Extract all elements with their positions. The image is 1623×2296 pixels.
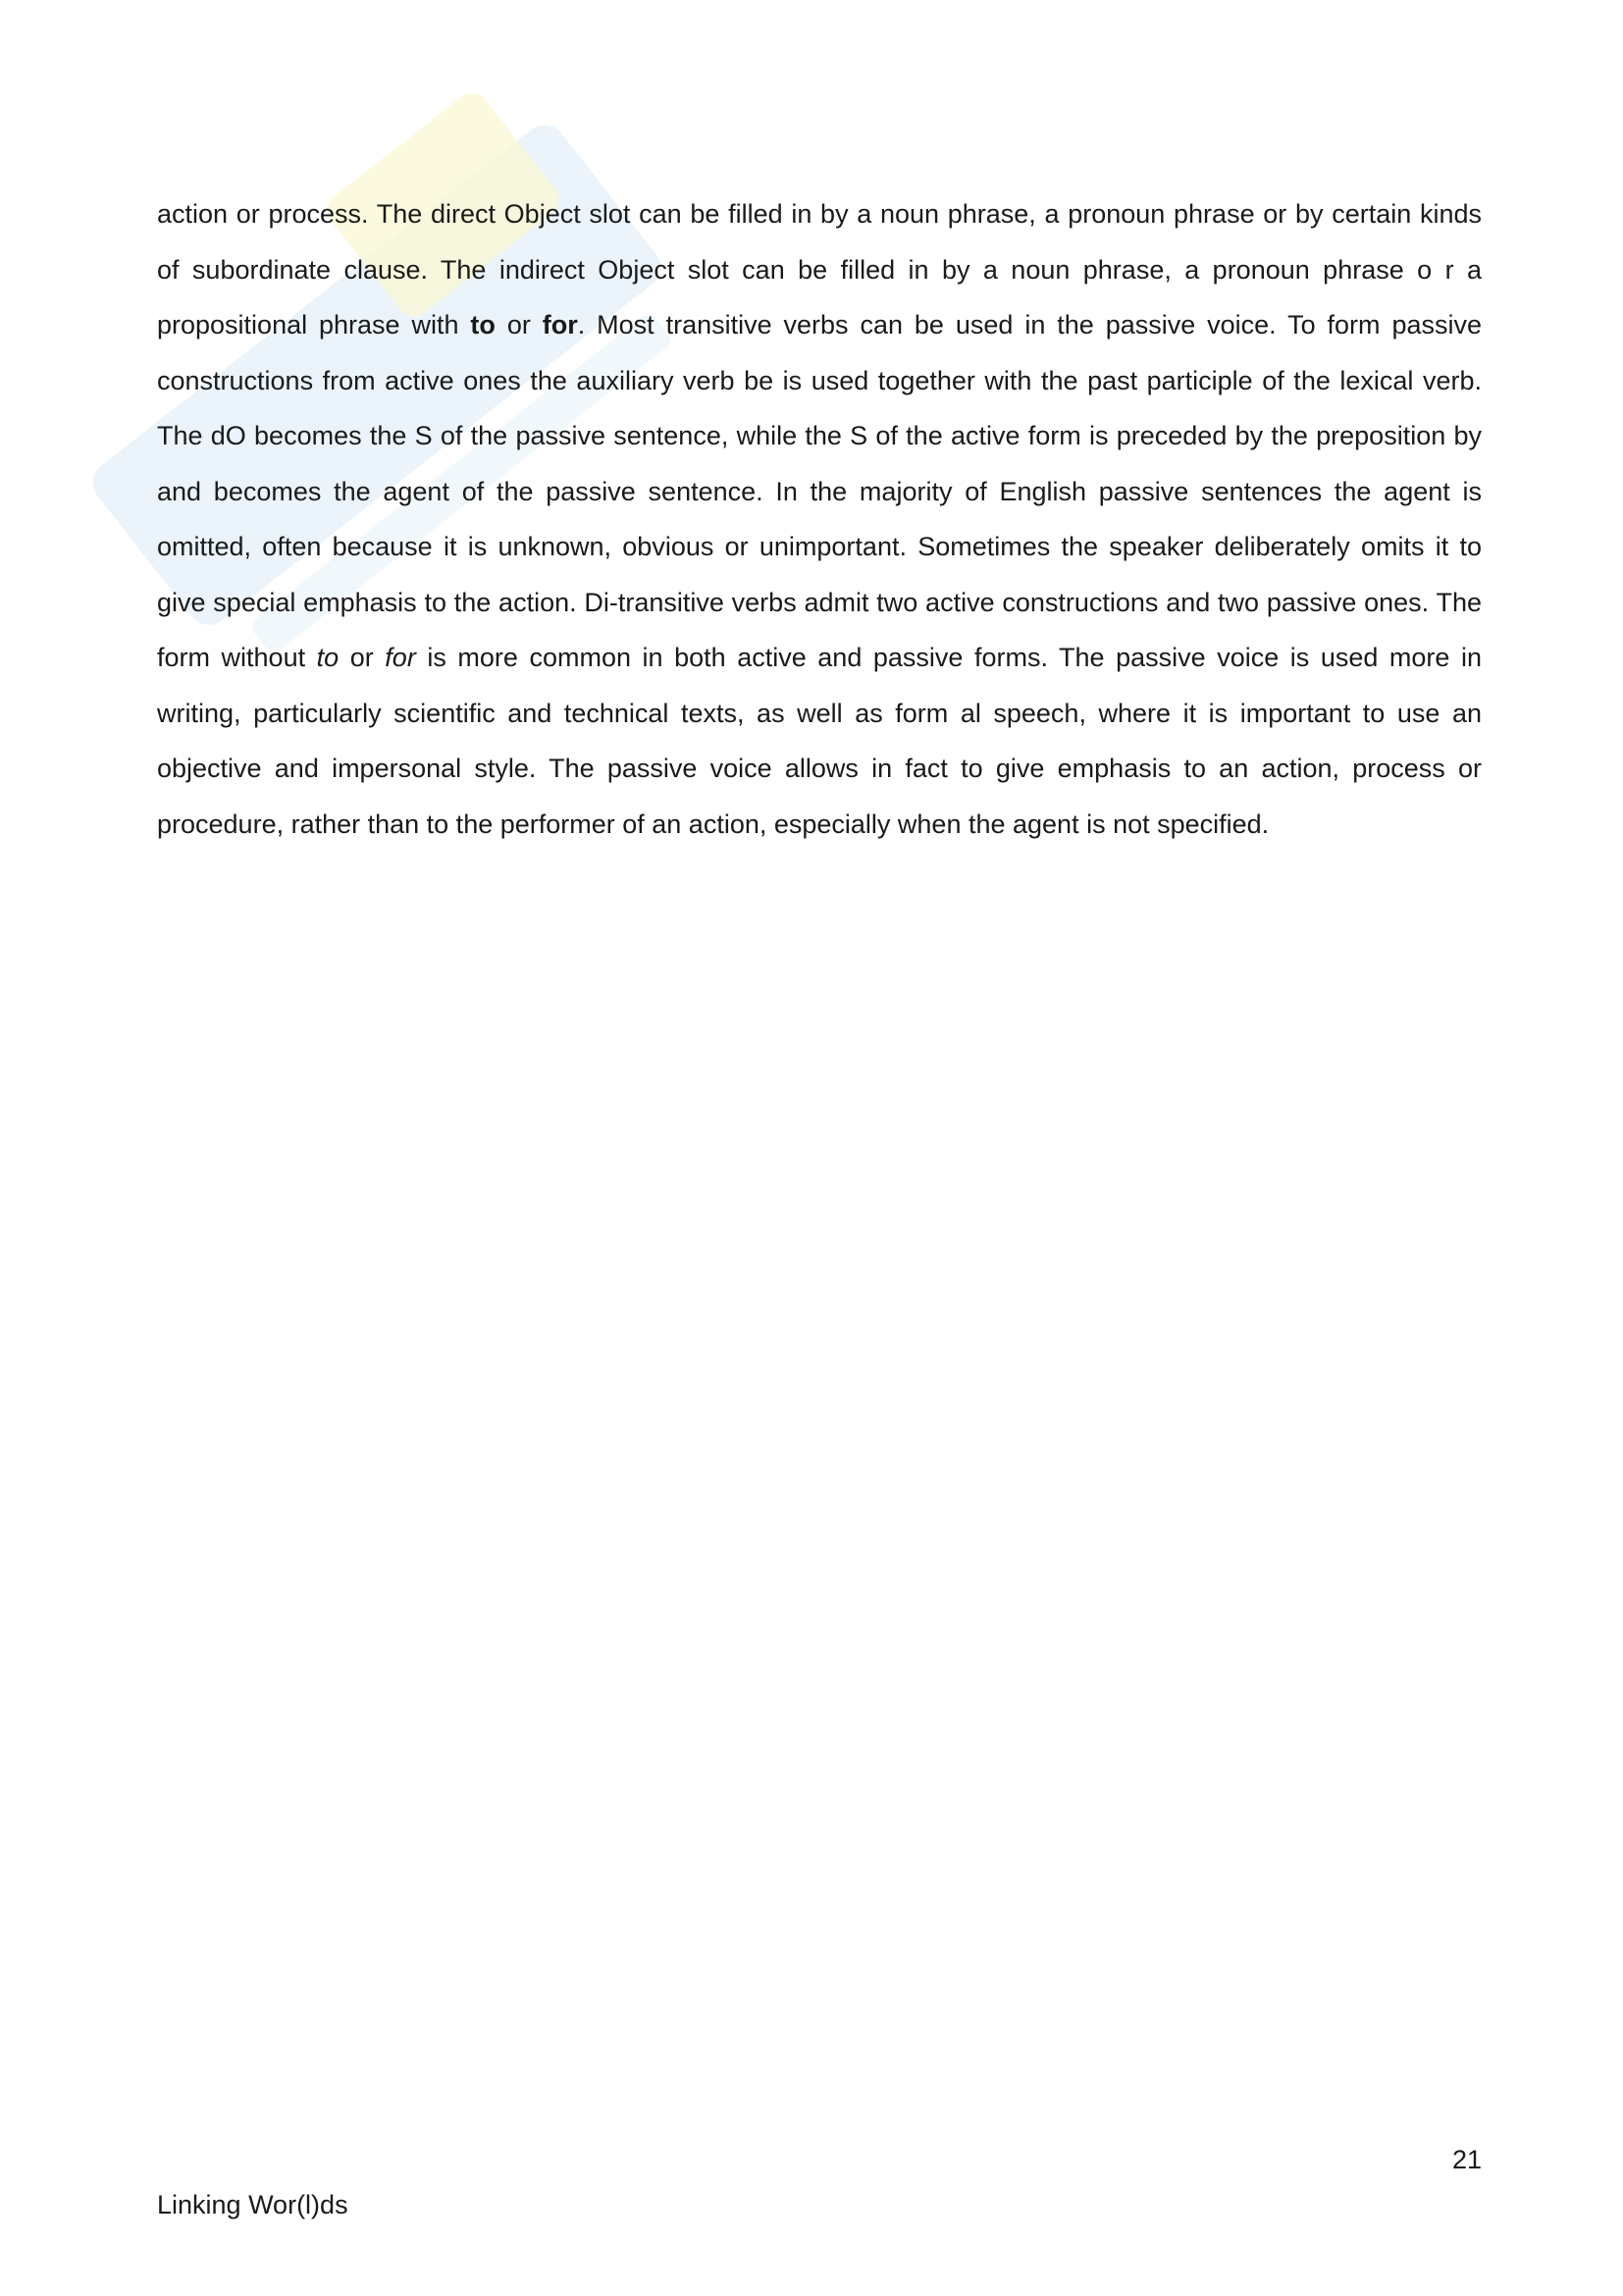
bold-term: for xyxy=(542,310,578,339)
footer-title: Linking Wor(l)ds xyxy=(157,2190,348,2219)
text-run: . Most transitive verbs can be used in the passive voice. To form passive constructions from active ones the auxiliary verb be is used together with the past participle of the lexical verb. The dO becomes the S of the passive sentence, while the S of the active form is preceded by the preposition by and becomes the agent of the passive sentence. In the majority of English passive sentences the agent is omitted, often because it is unknown, obvious or unimportant. Sometimes the speaker deliberately omits it to give special emphasis to the action. Di-transitive verbs admit two active constructions and two passive ones. The form without xyxy=(157,310,1482,672)
text-run: or xyxy=(495,310,543,339)
text-run: is more common in both active and passive forms. The passive voice is used more in writing, particularly scientific and technical texts, as well as form al speech, where it is important to use an objective and impersonal style. The passive voice allows in fact to give emphasis to an action, process or procedure, rather than to the performer of an action, especially when the agent is not specified. xyxy=(157,643,1483,839)
text-run: or xyxy=(339,643,386,672)
text-run: action or process. The direct Object slot can be filled in by a noun phrase, a pronoun phrase or by certain kinds of subordinate clause. The indirect Object slot can be filled in by a noun phrase, a pronoun phrase o r a propositional phrase with xyxy=(157,199,1482,339)
body-paragraph xyxy=(157,186,1482,852)
bold-term: to xyxy=(470,310,496,339)
italic-term: to xyxy=(316,643,340,672)
italic-term: for xyxy=(385,643,416,672)
page-number: 21 xyxy=(1451,2145,1482,2174)
